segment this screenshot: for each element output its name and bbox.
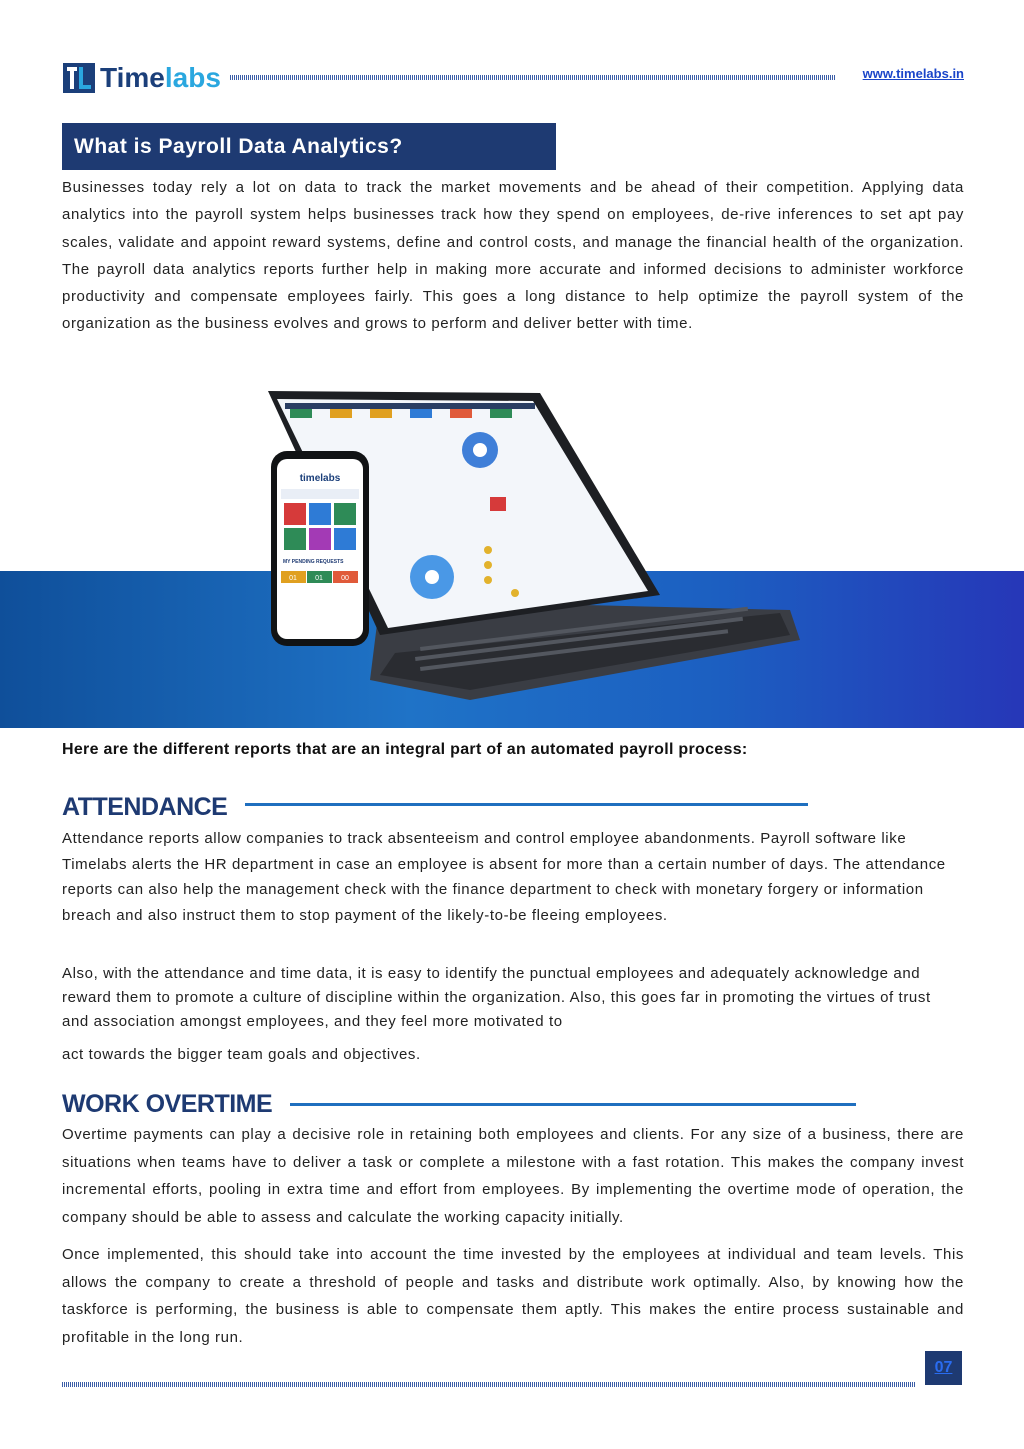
attendance-paragraph-2-end: act towards the bigger team goals and objectives.: [62, 1046, 421, 1063]
website-link[interactable]: www.timelabs.in: [862, 66, 964, 81]
header-divider: [230, 75, 836, 80]
logo-text-labs: labs: [164, 62, 221, 93]
overtime-rule: [290, 1103, 856, 1106]
overtime-heading: WORK OVERTIME: [62, 1090, 273, 1118]
overtime-paragraph-1: Overtime payments can play a decisive role in retaining both employees and clients. For any size of a business, there are situations when teams have to deliver a task or complete a milestone with a fast rotation. This makes the company invest incremental efforts, pooling in extra time and effort from employees. By implementing the overtime mode of operation, the company should be able to assess and calculate the working capacity initially.: [62, 1126, 964, 1226]
intro-paragraph: Businesses today rely a lot on data to track the market movements and be ahead of their competition. Applying data analytics into the payroll system helps businesses track how they spend on employees, de-rive inferences to set apt pay scales, validate and appoint reward systems, define and control costs, and manage the financial health of the organization. The payroll data analytics reports further help in making more accurate and informed decisions to administer workforce productivity and compensate employees fairly. This goes a long distance to help optimize the payroll system of the organization as the business evolves and grows to perform and deliver better with time.: [62, 179, 964, 333]
phone-illustration: [271, 451, 369, 646]
footer-divider: [62, 1382, 916, 1387]
phone-count-3: 00: [341, 575, 349, 582]
timelabs-logo-icon: [62, 61, 96, 95]
page-title: What is Payroll Data Analytics?: [62, 123, 556, 170]
reports-subheading: Here are the different reports that are an integral part of an automated payroll process:: [62, 741, 748, 758]
attendance-paragraph-1: Attendance reports allow companies to track absenteeism and control employee abandonments. Payroll software like Timelabs alerts the HR department in case an employee is absent for more than a certain number of days. The attendance reports can also help the management check with the finance department to check with monetary forgery or information breach and also instruct them to stop payment of the likely-to-be fleeing employees.: [62, 830, 946, 924]
timelabs-logo[interactable]: [62, 60, 221, 96]
phone-requests-label: MY PENDING REQUESTS: [283, 559, 344, 565]
logo-text-time: Time: [100, 62, 165, 93]
attendance-paragraph-2: Also, with the attendance and time data, it is easy to identify the punctual employees and adequately acknowledge and reward them to promote a culture of discipline within the organization. Also, this goes far in promoting the virtues of trust and association amongst employees, and they feel more motivated to: [62, 965, 931, 1030]
page-number: 07: [925, 1351, 962, 1385]
attendance-heading: ATTENDANCE: [62, 793, 228, 821]
phone-brand-text: timelabs: [299, 473, 341, 484]
attendance-rule: [245, 803, 808, 806]
phone-count-1: 01: [289, 575, 297, 582]
logo-wordmark: [100, 62, 221, 94]
hero-devices-image: [0, 385, 1024, 730]
phone-count-2: 01: [315, 575, 323, 582]
overtime-paragraph-2: Once implemented, this should take into account the time invested by the employees at individual and team levels. This allows the company to create a threshold of people and tasks and distribute work optimally. Also, by knowing how the taskforce is performing, the business is able to compensate them aptly. This makes the entire process sustainable and profitable in the long run.: [62, 1246, 964, 1346]
